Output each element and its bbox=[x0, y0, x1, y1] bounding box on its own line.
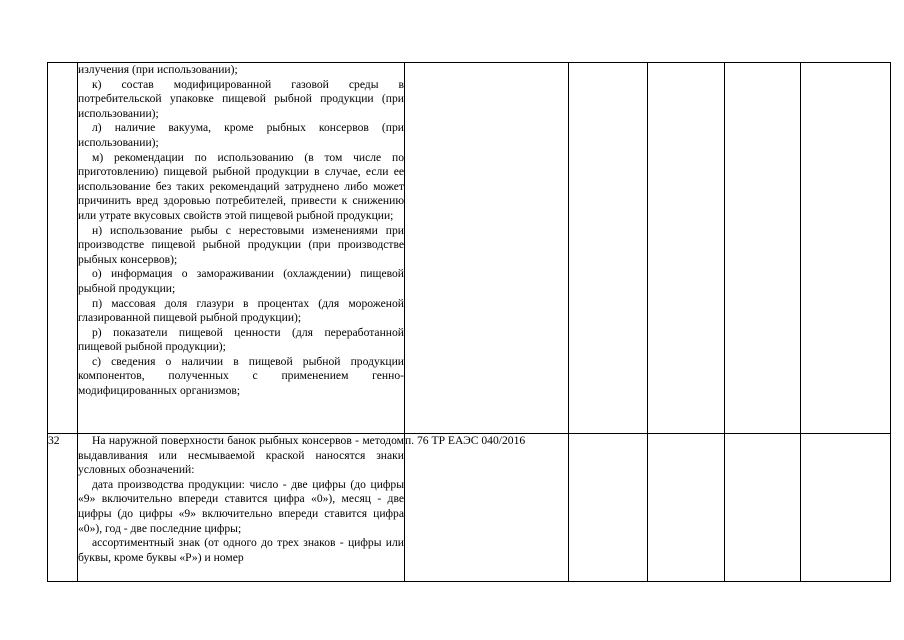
requirement-paragraph: дата производства продукции: число - две цифры (до цифры «9» включительно впереди ставится цифра «0»), месяц - две цифры (до цифры «9» включительно впереди ставится цифра «0»), год - две последние цифры; bbox=[78, 477, 404, 535]
empty-cell bbox=[801, 63, 891, 434]
row-number-cell bbox=[48, 434, 78, 582]
requirement-paragraph: о) информация о замораживании (охлаждении) пищевой рыбной продукции; bbox=[78, 267, 404, 295]
reference-cell bbox=[405, 63, 569, 434]
requirement-paragraph: л) наличие вакуума, кроме рыбных консервов (при использовании); bbox=[78, 121, 404, 149]
requirements-table bbox=[47, 62, 891, 582]
empty-cell bbox=[648, 434, 725, 582]
reference-cell bbox=[405, 434, 569, 582]
requirement-paragraph: На наружной поверхности банок рыбных консервов - методом выдавливания или несмываемой краской наносятся знаки условных обозначений: bbox=[78, 434, 404, 477]
empty-cell bbox=[801, 434, 891, 582]
empty-cell bbox=[569, 434, 648, 582]
legal-reference: п. 76 ТР ЕАЭС 040/2016 bbox=[405, 434, 526, 447]
empty-cell bbox=[648, 63, 725, 434]
requirement-paragraph: м) рекомендации по использованию (в том числе по приготовлению) пищевой рыбной продукции в случае, если ее использование без таких рекомендаций затруднено либо может причинить вред здоровью потребителей, привести к снижению или утрате вкусовых свойств этой пищевой рыбной продукции; bbox=[78, 150, 404, 222]
empty-cell bbox=[569, 63, 648, 434]
requirement-paragraph: с) сведения о наличии в пищевой рыбной продукции компонентов, полученных с применением генно-модифицированных организмов; bbox=[78, 354, 404, 398]
row-number-cell bbox=[48, 63, 78, 434]
table-row bbox=[48, 434, 891, 582]
empty-cell bbox=[725, 434, 801, 582]
table-row bbox=[48, 63, 891, 434]
row-number: 32 bbox=[48, 434, 60, 447]
requirement-text-cell bbox=[78, 434, 405, 582]
requirement-paragraph: ассортиментный знак (от одного до трех знаков - цифры или буквы, кроме буквы «Р») и номер bbox=[78, 536, 404, 564]
requirement-paragraph: излучения (при использовании); bbox=[78, 63, 238, 76]
requirement-paragraph: н) использование рыбы с нерестовыми изменениями при производстве пищевой рыбной продукции (при производстве рыбных консервов); bbox=[78, 223, 404, 266]
requirement-paragraph: к) состав модифицированной газовой среды в потребительской упаковке пищевой рыбной продукции (при использовании); bbox=[78, 77, 404, 120]
requirement-paragraph: п) массовая доля глазури в процентах (для мороженой глазированной пищевой рыбной продукции); bbox=[78, 296, 404, 325]
requirement-paragraph: р) показатели пищевой ценности (для переработанной пищевой рыбной продукции); bbox=[78, 325, 404, 354]
requirement-text-cell bbox=[78, 63, 405, 434]
empty-cell bbox=[725, 63, 801, 434]
